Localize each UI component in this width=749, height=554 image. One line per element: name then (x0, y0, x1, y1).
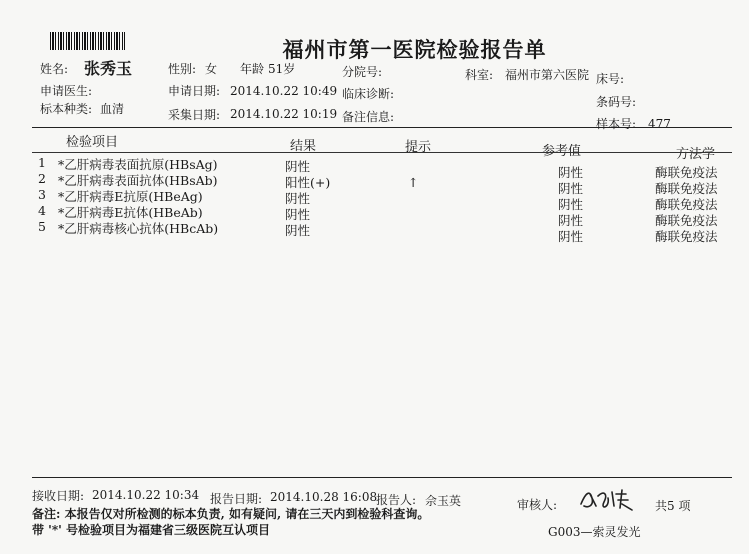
footer-note-1: 备注: 本报告仅对所检测的标本负责, 如有疑问, 请在三天内到检验科查询。 (32, 507, 430, 521)
row-test-item: *乙肝病毒E抗体(HBeAb) (58, 205, 203, 220)
footer-top-rule (32, 477, 732, 478)
row-method: 酶联免疫法 (655, 213, 718, 228)
row-method: 酶联免疫法 (655, 165, 718, 180)
apply-date-label: 申请日期: (168, 84, 221, 98)
table-top-rule (32, 127, 732, 128)
age-value: 51岁 (268, 62, 296, 76)
col-header-result: 结果 (290, 139, 317, 154)
col-header-method: 方法学 (676, 147, 716, 162)
row-reference: 阴性 (558, 181, 584, 196)
col-header-hint: 提示 (405, 140, 432, 155)
collect-date-label: 采集日期: (168, 108, 221, 122)
reporter-label: 报告人: (376, 493, 417, 507)
specimen-label: 标本种类: (40, 102, 93, 116)
row-number: 4 (38, 203, 46, 218)
row-result: 阴性 (285, 223, 311, 238)
row-result: 阴性 (285, 159, 311, 174)
row-number: 3 (38, 187, 46, 202)
doctor-label: 申请医生: (40, 84, 93, 98)
bed-label: 床号: (596, 72, 625, 86)
diagnosis-label: 临床诊断: (342, 87, 395, 101)
age-label: 年龄 (240, 62, 265, 76)
row-reference: 阴性 (558, 229, 584, 244)
row-hint: ↑ (408, 175, 419, 190)
reporter-name: 佘玉英 (425, 494, 462, 508)
name-label: 姓名: (40, 62, 69, 76)
row-method: 酶联免疫法 (655, 181, 718, 196)
dept-value: 福州市第六医院 (505, 68, 590, 82)
sample-value: 477 (648, 117, 671, 131)
row-number: 2 (38, 171, 46, 186)
remark-label: 备注信息: (342, 110, 395, 124)
dept-label: 科室: (465, 68, 494, 82)
total-count: 共5 项 (655, 499, 691, 513)
gender-label: 性别: (168, 62, 197, 76)
row-result: 阳性(+) (285, 175, 331, 190)
row-reference: 阴性 (558, 213, 584, 228)
row-reference: 阴性 (558, 197, 584, 212)
report-date: 2014.10.28 16:08 (270, 490, 378, 504)
report-title: 福州市第一医院检验报告单 (282, 37, 547, 62)
receive-label: 接收日期: (32, 489, 85, 503)
row-reference: 阴性 (558, 165, 584, 180)
row-test-item: *乙肝病毒表面抗体(HBsAb) (58, 173, 218, 188)
footer-note-2: 带 '*' 号检验项目为福建省三级医院互认项目 (32, 523, 270, 537)
apply-date-value: 2014.10.22 10:49 (230, 84, 338, 98)
row-number: 5 (38, 219, 46, 234)
instrument-label: G003—索灵发光 (548, 525, 641, 539)
row-number: 1 (38, 155, 46, 170)
row-test-item: *乙肝病毒核心抗体(HBcAb) (58, 221, 219, 236)
reviewer-signature (578, 486, 638, 512)
row-test-item: *乙肝病毒表面抗原(HBsAg) (58, 157, 218, 172)
col-header-reference: 参考值 (542, 144, 582, 159)
branch-label: 分院号: (342, 65, 383, 79)
barcode-label: 条码号: (596, 95, 637, 109)
specimen-value: 血清 (100, 102, 125, 116)
table-header-rule (32, 152, 732, 153)
row-method: 酶联免疫法 (655, 229, 718, 244)
row-result: 阴性 (285, 191, 311, 206)
row-test-item: *乙肝病毒E抗原(HBeAg) (58, 189, 203, 204)
receive-date: 2014.10.22 10:34 (92, 488, 200, 502)
row-result: 阴性 (285, 207, 311, 222)
patient-name: 张秀玉 (84, 59, 133, 78)
gender-value: 女 (205, 62, 218, 76)
collect-date-value: 2014.10.22 10:19 (230, 107, 338, 121)
reviewer-label: 审核人: (517, 498, 558, 512)
col-header-item: 检验项目 (66, 135, 119, 150)
sample-label: 样本号: (596, 117, 637, 131)
row-method: 酶联免疫法 (655, 197, 718, 212)
report-date-label: 报告日期: (210, 492, 263, 506)
